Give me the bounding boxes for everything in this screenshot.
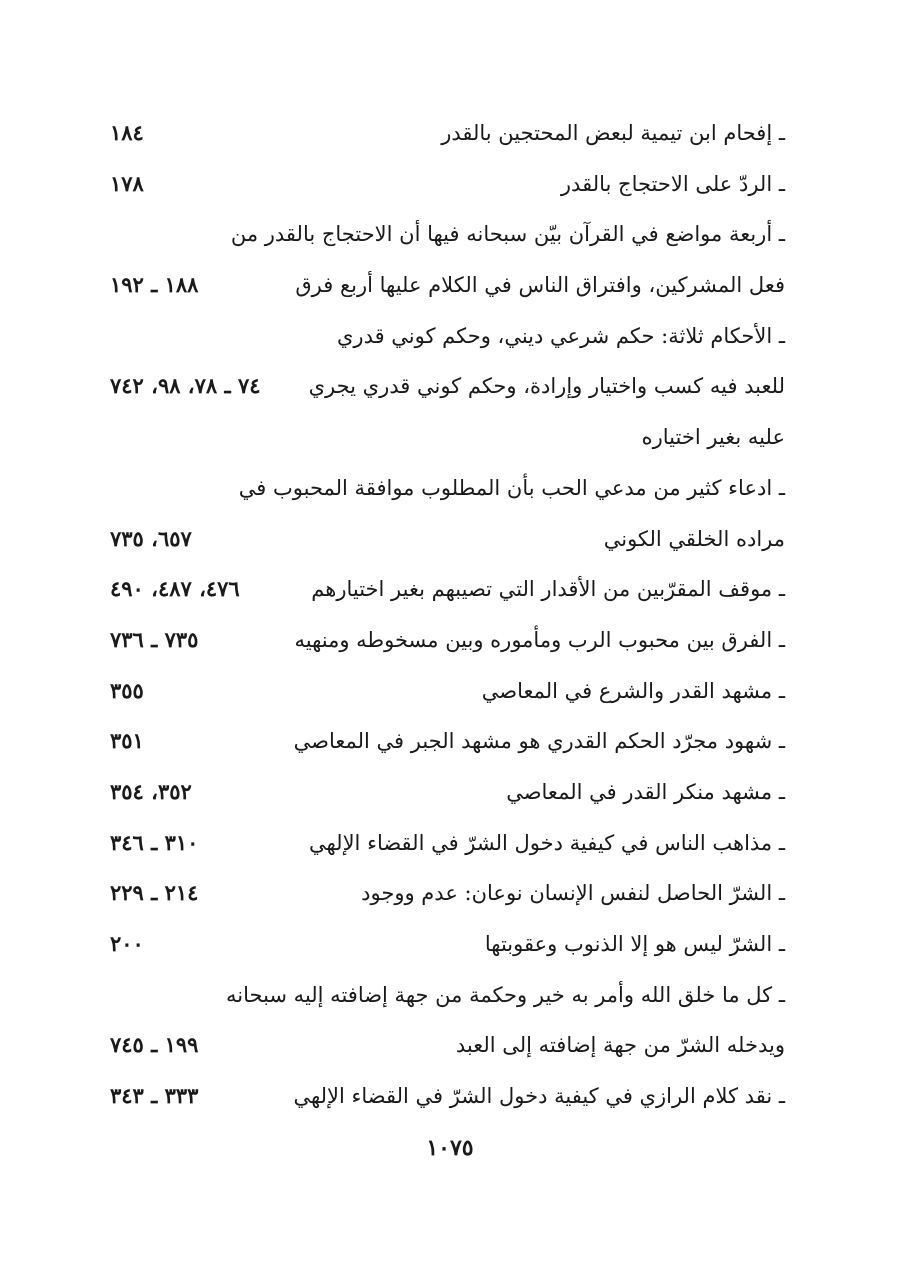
index-entry (110, 767, 785, 818)
index-entry (110, 412, 785, 463)
entry-text: للعبد فيه كسب واختيار وإرادة، وحكم كوني قدري يجري (308, 374, 785, 399)
index-entry (110, 919, 785, 970)
index-entry (110, 615, 785, 666)
entry-pages: ٧٤ ـ ٧٨، ٩٨، ٧٤٢ (110, 373, 261, 399)
entry-text: فعل المشركين، وافتراق الناس في الكلام عليها أربع فرق (295, 273, 785, 298)
index-entry (110, 514, 785, 565)
entry-pages: ١٨٤ (110, 120, 144, 145)
entry-text: ـ مشهد القدر والشرع في المعاصي (481, 678, 785, 703)
entry-text: ـ إفحام ابن تيمية لبعض المحتجين بالقدر (441, 121, 785, 145)
entry-pages: ١٩٩ ـ ٧٤٥ (110, 1032, 199, 1058)
entry-text: مراده الخلقي الكوني (603, 526, 785, 551)
entry-text: ـ أربعة مواضع في القرآن بيّن سبحانه فيها أن الاحتجاج بالقدر من (230, 222, 785, 247)
entry-pages: ٣٥١ (110, 728, 144, 754)
index-entry (110, 818, 785, 869)
entry-pages: ٤٧٦، ٤٨٧، ٤٩٠ (110, 576, 240, 602)
index-entry (110, 311, 785, 362)
entry-text: ـ الردّ على الاحتجاج بالقدر (560, 171, 785, 196)
entry-text: ـ كل ما خلق الله وأمر به خير وحكمة من جهة إضافته إليه سبحانه (226, 982, 785, 1007)
index-entry (110, 361, 785, 412)
entry-pages: ٣٥٥ (110, 677, 144, 703)
index-entry (110, 716, 785, 767)
index-entry (110, 1071, 785, 1122)
entry-text: ـ الأحكام ثلاثة: حكم شرعي ديني، وحكم كوني قدري (336, 323, 785, 348)
entry-text: ـ مشهد منكر القدر في المعاصي (506, 779, 785, 804)
entry-text: ـ شهود مجرّد الحكم القدري هو مشهد الجبر في المعاصي (293, 729, 785, 754)
entry-pages: ٢٠٠ (110, 931, 144, 956)
entry-pages: ٧٣٥ ـ ٧٣٦ (110, 626, 199, 652)
entry-text: ـ ادعاء كثير من مدعي الحب بأن المطلوب موافقة المحبوب في (238, 475, 785, 500)
index-entry (110, 463, 785, 514)
entry-pages: ١٨٨ ـ ١٩٢ (110, 272, 199, 298)
index-entry (110, 868, 785, 919)
index-entry (110, 970, 785, 1021)
index-entries (110, 108, 785, 1122)
entry-pages: ٣١٠ ـ ٣٤٦ (110, 829, 199, 855)
index-entry (110, 260, 785, 311)
index-entry (110, 564, 785, 615)
entry-pages: ١٧٨ (110, 170, 144, 196)
entry-text: ـ الشرّ الحاصل لنفس الإنسان نوعان: عدم ووجود (361, 881, 785, 906)
entry-text: ـ نقد كلام الرازي في كيفية دخول الشرّ في القضاء الإلهي (293, 1084, 785, 1109)
entry-text: ويدخله الشرّ من جهة إضافته إلى العبد (455, 1033, 785, 1058)
entry-text: ـ الفرق بين محبوب الرب ومأموره وبين مسخوطه ومنهيه (294, 627, 785, 652)
entry-pages: ٦٥٧، ٧٣٥ (110, 525, 192, 551)
index-entry (110, 108, 785, 159)
entry-pages: ٣٥٢، ٣٥٤ (110, 778, 192, 804)
index-entry (110, 209, 785, 260)
index-entry (110, 159, 785, 210)
entry-text: ـ موقف المقرّبين من الأقدار التي تصيبهم بغير اختيارهم (311, 577, 785, 602)
entry-pages: ٣٣٣ ـ ٣٤٣ (110, 1083, 199, 1109)
index-entry (110, 666, 785, 717)
page-number: ١٠٧٥ (426, 1135, 474, 1161)
entry-text: ـ مذاهب الناس في كيفية دخول الشرّ في القضاء الإلهي (309, 830, 785, 855)
entry-text: ـ الشرّ ليس هو إلا الذنوب وعقوبتها (484, 932, 785, 956)
entry-text: عليه بغير اختياره (641, 425, 785, 450)
index-entry (110, 1020, 785, 1071)
entry-pages: ٢١٤ ـ ٢٢٩ (110, 880, 199, 906)
